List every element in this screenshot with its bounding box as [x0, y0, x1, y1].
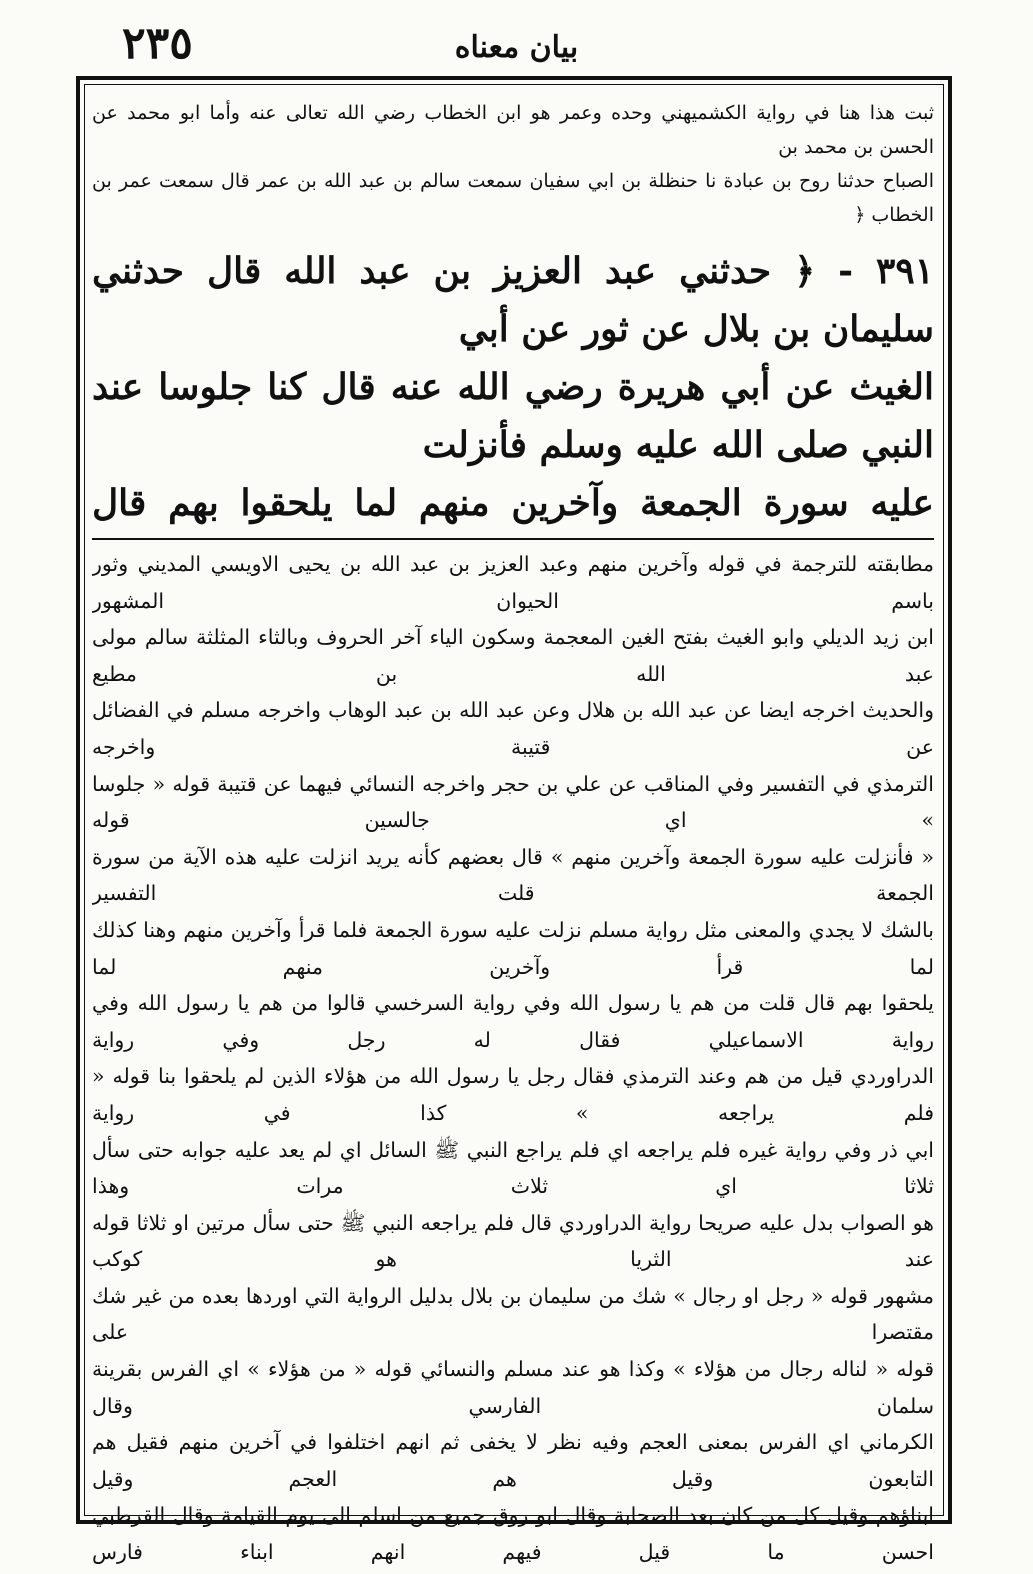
page-body [92, 96, 934, 1574]
section-divider [92, 538, 934, 540]
hadith-line: ٣٩١ - ﴿ حدثني عبد العزيز بن عبد الله قال حدثني سليمان بن بلال عن ثور عن أبي [92, 250, 934, 350]
commentary-line: ابن زيد الديلي وابو الغيث بفتح الغين المعجمة وسكون الياء آخر الحروف وبالثاء المثلثة سالم مولى عبد الله بن مطيع [92, 625, 934, 686]
top-note-line: ثبت هذا هنا في رواية الكشميهني وحده وعمر هو ابن الخطاب رضي الله تعالى عنه وأما ابو محمد عن الحسن بن محمد بن [92, 102, 934, 158]
commentary-line: مطابقته للترجمة في قوله وآخرين منهم وعبد العزيز بن عبد الله بن يحيى الاويسي المديني وثور باسم الحيوان المشهور [92, 552, 934, 613]
commentary-line: الترمذي في التفسير وفي المناقب عن علي بن حجر واخرجه النسائي فيهما عن قتيبة قوله « جلوسا » اي جالسين قوله [92, 771, 934, 833]
page-number: ٢٣٥ [122, 18, 193, 69]
commentary-line: يلحقوا بهم قال قلت من هم يا رسول الله وفي رواية السرخسي قالوا من هم يا رسول الله وفي رواية الاسماعيلي فقال له رجل وفي رواية [92, 991, 934, 1052]
commentary-line: ابناؤهم وقيل كل من كان بعد الصحابة وقال ابو روق جميع من اسلم الى يوم القيامة وقال القرطبي احسن ما قيل فيهم انهم ابناء فارس [92, 1503, 934, 1565]
commentary-line: بالشك لا يجدي والمعنى مثل رواية مسلم نزلت عليه سورة الجمعة فلما قرأ وآخرين منهم وهنا كذلك لما قرأ وآخرين منهم لما [92, 917, 934, 979]
commentary-line: ابي ذر وفي رواية غيره فلم يراجعه اي فلم يراجع النبي ﷺ السائل اي لم يعد عليه جوابه حتى سأل ثلاثا اي ثلاث مرات وهذا [92, 1137, 934, 1199]
commentary-line: قوله « لناله رجال من هؤلاء » وكذا هو عند مسلم والنسائي قوله « من هؤلاء » اي الفرس بقرينة سلمان الفارسي وقال [92, 1357, 934, 1418]
commentary-line: الكرماني اي الفرس بمعنى العجم وفيه نظر لا يخفى ثم انهم اختلفوا في آخرين منهم فقيل هم التابعون وقيل هم العجم وقيل [92, 1430, 934, 1491]
commentary-line: « فأنزلت عليه سورة الجمعة وآخرين منهم » قال بعضهم كأنه يريد انزلت عليه هذه الآية من سورة الجمعة قلت التفسير [92, 844, 934, 906]
commentary-line: مشهور قوله « رجل او رجال » شك من سليمان بن بلال بدليل الرواية التي اوردها بعده من غير شك مقتصرا على [92, 1283, 934, 1345]
commentary-line [92, 1571, 934, 1574]
top-note [92, 96, 934, 232]
hadith-line: عليه سورة الجمعة وآخرين منهم لما يلحقوا بهم قال [92, 482, 934, 524]
top-note-line: الصباح حدثنا روح بن عبادة نا حنظلة بن ابي سفيان سمعت سالم بن عبد الله بن عمر قال سمعت عمر بن الخطاب ﴿ [92, 170, 934, 226]
commentary-line: الدراوردي قيل من هم وعند الترمذي فقال رجل يا رسول الله من هؤلاء الذين لم يلحقوا بنا قوله « فلم يراجعه » كذا في رواية [92, 1064, 934, 1125]
hadith-text [92, 242, 934, 534]
commentary-line: والحديث اخرجه ايضا عن عبد الله بن هلال وعن عبد الله بن عبد الوهاب واخرجه مسلم في الفضائل عن قتيبة واخرجه [92, 698, 934, 759]
page-header [0, 0, 1033, 80]
hadith-line: الغيث عن أبي هريرة رضي الله عنه قال كنا جلوسا عند النبي صلى الله عليه وسلم فأنزلت [92, 366, 934, 466]
commentary-text [92, 546, 934, 1574]
running-title: بيان معناه [454, 30, 579, 65]
commentary-line: هو الصواب بدل عليه صريحا رواية الدراوردي قال فلم يراجعه النبي ﷺ حتى سأل مرتين او ثلاثا قوله عند الثريا هو كوكب [92, 1210, 934, 1272]
